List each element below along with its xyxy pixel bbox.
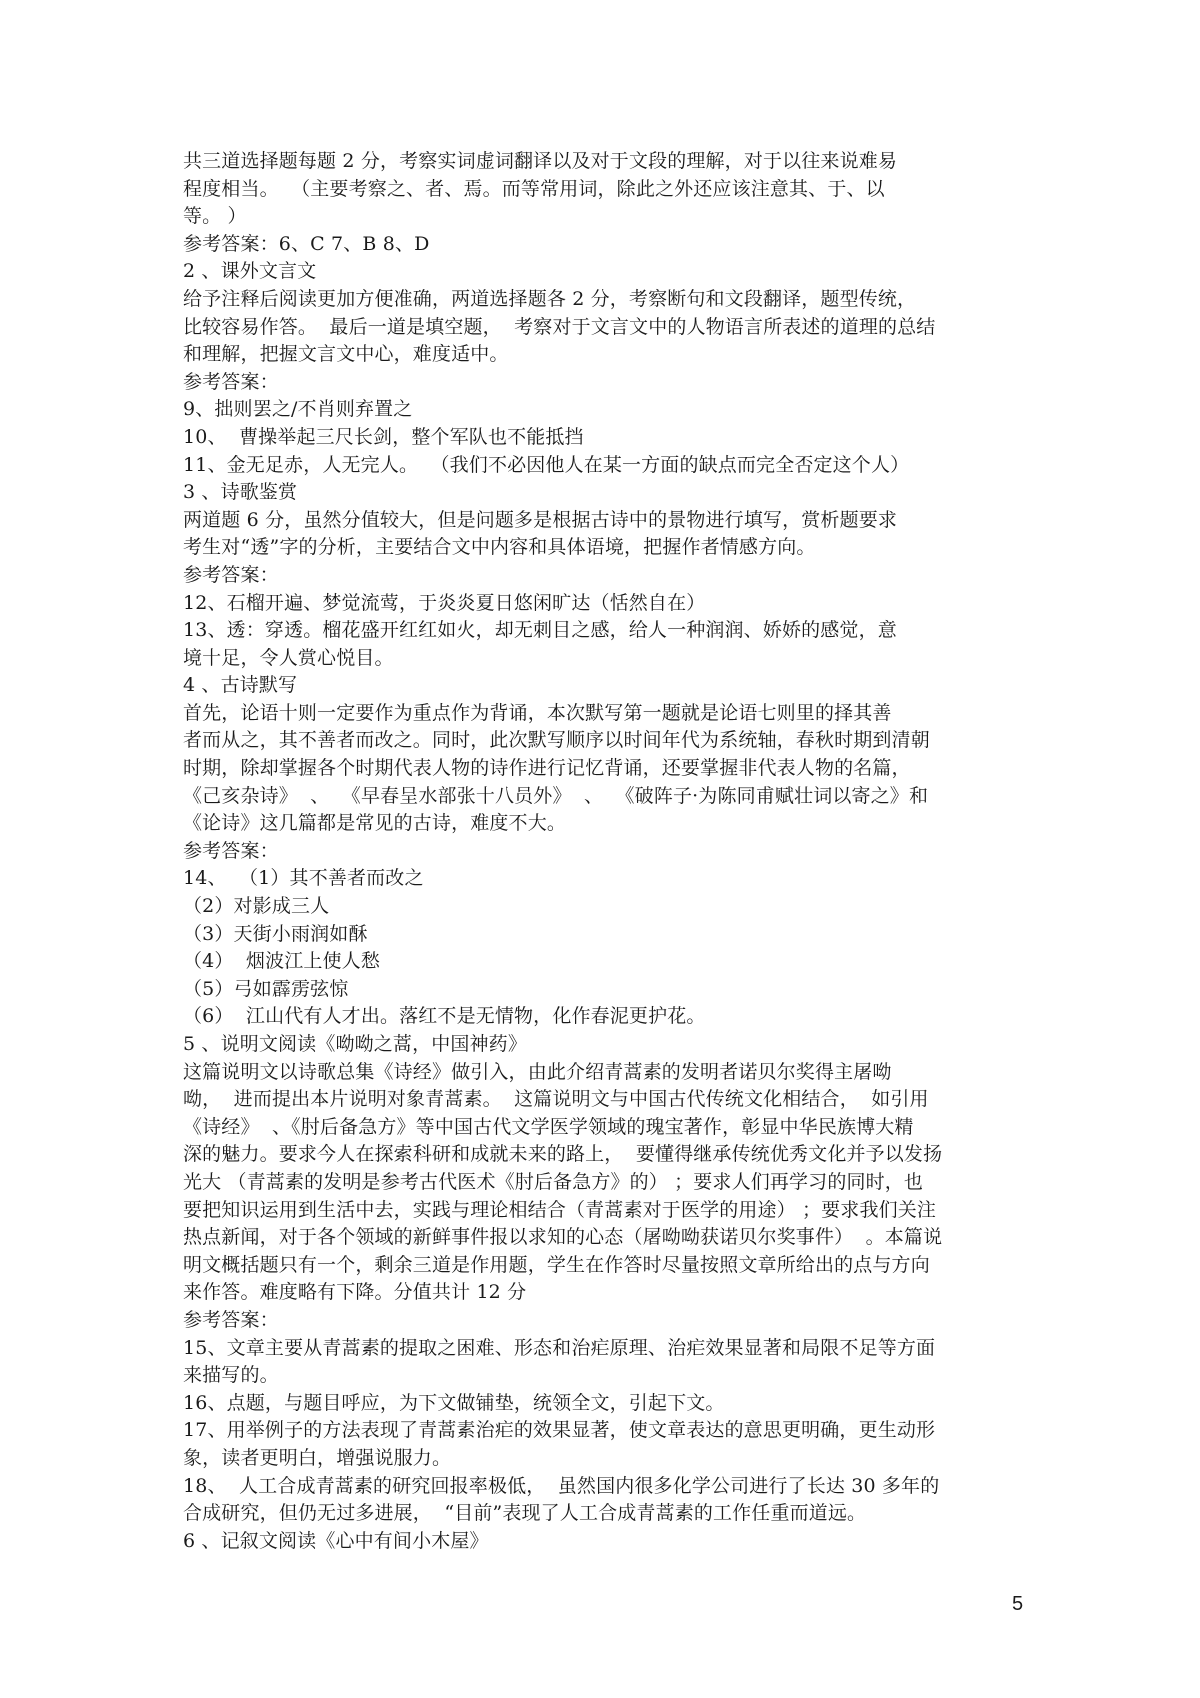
answer-item: （3）天街小雨润如酥 (183, 922, 368, 945)
text-line: 《己亥杂诗》 、 《早春呈水部张十八员外》 、 《破阵子·为陈同甫赋壮词以寄之》和 (183, 784, 929, 807)
section-heading: 5 、说明文阅读《呦呦之蒿，中国神药》 (183, 1033, 527, 1055)
text-line: 两道题 6 分，虽然分值较大，但是问题多是根据古诗中的景物进行填写，赏析题要求 (183, 508, 898, 531)
section-heading: 3 、诗歌鉴赏 (183, 481, 298, 504)
answer-item: 10、 曹操举起三尺长剑，整个军队也不能抵挡 (183, 425, 584, 448)
answer-item: （6） 江山代有人才出。落红不是无情物，化作春泥更护花。 (183, 1005, 706, 1028)
text-line: 深的魅力。要求今人在探索科研和成就未来的路上， 要懂得继承传统优秀文化并予以发扬 (183, 1143, 943, 1166)
text-line: 境十足，令人赏心悦目。 (183, 646, 394, 669)
text-line: 来作答。难度略有下降。分值共计 12 分 (183, 1281, 527, 1304)
text-line: 时期，除却掌握各个时期代表人物的诗作进行记忆背诵，还要掌握非代表人物的名篇， (183, 757, 911, 780)
answer-item: （5）弓如霹雳弦惊 (183, 977, 349, 1000)
text-line: 《诗经》 、《肘后备急方》等中国古代文学医学领域的瑰宝著作，彰显中华民族博大精 (183, 1115, 914, 1138)
answer-item: 18、 人工合成青蒿素的研究回报率极低， 虽然国内很多化学公司进行了长达 30 多年的 (183, 1474, 940, 1497)
section-heading: 4 、古诗默写 (183, 674, 298, 697)
answer-item: （4） 烟波江上使人愁 (183, 950, 380, 973)
answer-heading: 参考答案： (183, 839, 279, 862)
text-line: 共三道选择题每题 2 分，考察实词虚词翻译以及对于文段的理解，对于以往来说难易 (183, 150, 898, 172)
text-line: 给予注释后阅读更加方便准确，两道选择题各 2 分，考察断句和文段翻译，题型传统， (183, 287, 917, 310)
text-line: 程度相当。 （主要考察之、者、焉。而等常用词，除此之外还应该注意其、于、以 (183, 177, 885, 200)
answer-item: 合成研究，但仍无过多进展， “目前”表现了人工合成青蒿素的工作任重而道远。 (183, 1502, 867, 1525)
answer-item: 11、金无足赤，人无完人。 （我们不必因他人在某一方面的缺点而完全否定这个人） (183, 453, 910, 476)
text-line: 《论诗》这几篇都是常见的古诗，难度不大。 (183, 812, 567, 835)
answer-item: 14、 （1）其不善者而改之 (183, 867, 424, 890)
answer-heading: 参考答案： (183, 563, 279, 586)
answer-heading: 参考答案： (183, 370, 279, 393)
text-line: 考生对“透”字的分析，主要结合文中内容和具体语境，把握作者情感方向。 (183, 536, 816, 559)
text-line: 和理解，把握文言文中心，难度适中。 (183, 343, 509, 366)
page-number: 5 (1012, 1593, 1024, 1615)
text-line: 这篇说明文以诗歌总集《诗经》做引入，由此介绍青蒿素的发明者诺贝尔奖得主屠呦 (183, 1060, 892, 1083)
section-heading: 2 、课外文言文 (183, 260, 317, 283)
answer-item: 9、拙则罢之/不肖则弃置之 (183, 398, 413, 421)
answer-item: 16、点题，与题目呼应，为下文做铺垫，统领全文，引起下文。 (183, 1391, 725, 1414)
text-line: 等。 ） (183, 205, 247, 228)
text-line: 热点新闻，对于各个领域的新鲜事件报以求知的心态（屠呦呦获诺贝尔奖事件） 。本篇说 (183, 1226, 943, 1249)
document-body (183, 148, 1033, 1555)
answer-heading: 参考答案： (183, 1308, 279, 1331)
text-line: 者而从之，其不善者而改之。同时，此次默写顺序以时间年代为系统轴，春秋时期到清朝 (183, 729, 930, 752)
section-heading: 6 、记叙文阅读《心中有间小木屋》 (183, 1529, 489, 1552)
text-line: 光大 （青蒿素的发明是参考古代医术《肘后备急方》的） ；要求人们再学习的同时，也 (183, 1170, 924, 1193)
answer-item: 象，读者更明白，增强说服力。 (183, 1446, 452, 1469)
answer-item: 13、透：穿透。榴花盛开红红如火，却无刺目之感，给人一种润润、娇娇的感觉，意 (183, 619, 897, 642)
text-line: 比较容易作答。 最后一道是填空题， 考察对于文言文中的人物语言所表述的道理的总结 (183, 315, 936, 338)
text-line: 要把知识运用到生活中去，实践与理论相结合（青蒿素对于医学的用途） ；要求我们关注 (183, 1198, 937, 1221)
answer-item: 12、石榴开遍、梦觉流莺，于炎炎夏日悠闲旷达（恬然自在） (183, 591, 706, 614)
answer-item: （2）对影成三人 (183, 895, 330, 918)
text-line: 呦， 进而提出本片说明对象青蒿素。 这篇说明文与中国古代传统文化相结合， 如引用 (183, 1088, 929, 1111)
answer-heading: 参考答案：6、C 7、B 8、D (183, 232, 430, 255)
text-line: 首先，论语十则一定要作为重点作为背诵，本次默写第一题就是论语七则里的择其善 (183, 701, 892, 724)
text-line: 明文概括题只有一个，剩余三道是作用题，学生在作答时尽量按照文章所给出的点与方向 (183, 1253, 930, 1276)
answer-item: 15、文章主要从青蒿素的提取之困难、形态和治疟原理、治疟效果显著和局限不足等方面 (183, 1336, 936, 1359)
answer-item: 来描写的。 (183, 1364, 279, 1387)
answer-item: 17、用举例子的方法表现了青蒿素治疟的效果显著，使文章表达的意思更明确，更生动形 (183, 1419, 936, 1442)
